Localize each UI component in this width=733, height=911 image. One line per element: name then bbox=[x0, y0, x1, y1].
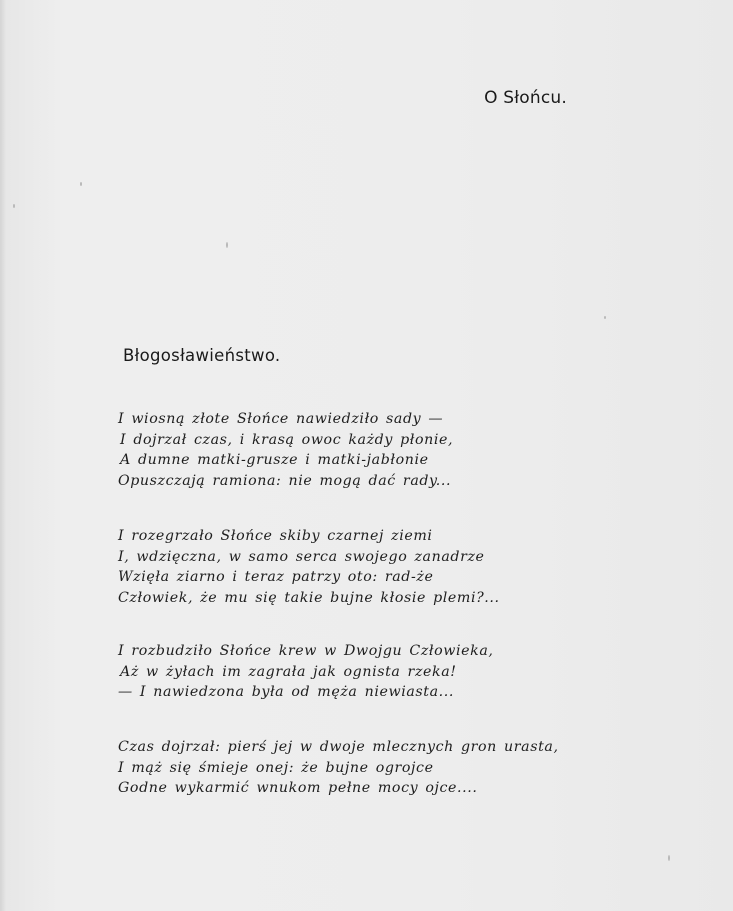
poem-line: I rozegrzało Słońce skiby czarnej ziemi bbox=[118, 528, 433, 544]
poem-line: I dojrzał czas, i krasą owoc każdy płonie, bbox=[120, 431, 454, 448]
paper-speck bbox=[13, 204, 15, 208]
stanza-1 bbox=[118, 409, 453, 491]
poem-line: Wzięła ziarno i teraz patrzy oto: rad-że bbox=[118, 569, 434, 585]
stanza-4 bbox=[118, 737, 559, 799]
paper-speck bbox=[80, 182, 82, 186]
stanza-3 bbox=[118, 641, 494, 703]
poem-line: — I nawiedzona była od męża niewiasta... bbox=[118, 684, 454, 700]
poem-line: I rozbudziło Słońce krew w Dwojgu Człowieka, bbox=[118, 643, 494, 659]
running-title: O Słońcu. bbox=[484, 88, 567, 108]
stanza-2 bbox=[118, 526, 500, 608]
poem-line: A dumne matki-grusze i matki-jabłonie bbox=[120, 452, 429, 468]
poem-line: Aż w żyłach im zagrała jak ognista rzeka! bbox=[120, 663, 457, 680]
poem-line: Godne wykarmić wnukom pełne mocy ojce.... bbox=[118, 780, 478, 796]
paper-speck bbox=[668, 855, 670, 861]
poem-line: Czas dojrzał: pierś jej w dwoje mlecznych gron urasta, bbox=[118, 739, 559, 755]
paper-speck bbox=[226, 242, 228, 248]
poem-line: Człowiek, że mu się takie bujne kłosie plemi?... bbox=[118, 589, 500, 606]
poem-line: Opuszczają ramiona: nie mogą dać rady... bbox=[118, 472, 452, 489]
paper-speck bbox=[604, 316, 606, 319]
poem-line: I wiosną złote Słońce nawiedziło sady — bbox=[118, 411, 444, 427]
page-edge-shadow bbox=[0, 0, 6, 911]
poem-title: Błogosławieństwo. bbox=[123, 346, 281, 365]
poem-line: I, wdzięczna, w samo serca swojego zanadrze bbox=[118, 548, 485, 565]
poem-line: I mąż się śmieje onej: że bujne ogrojce bbox=[118, 759, 434, 776]
